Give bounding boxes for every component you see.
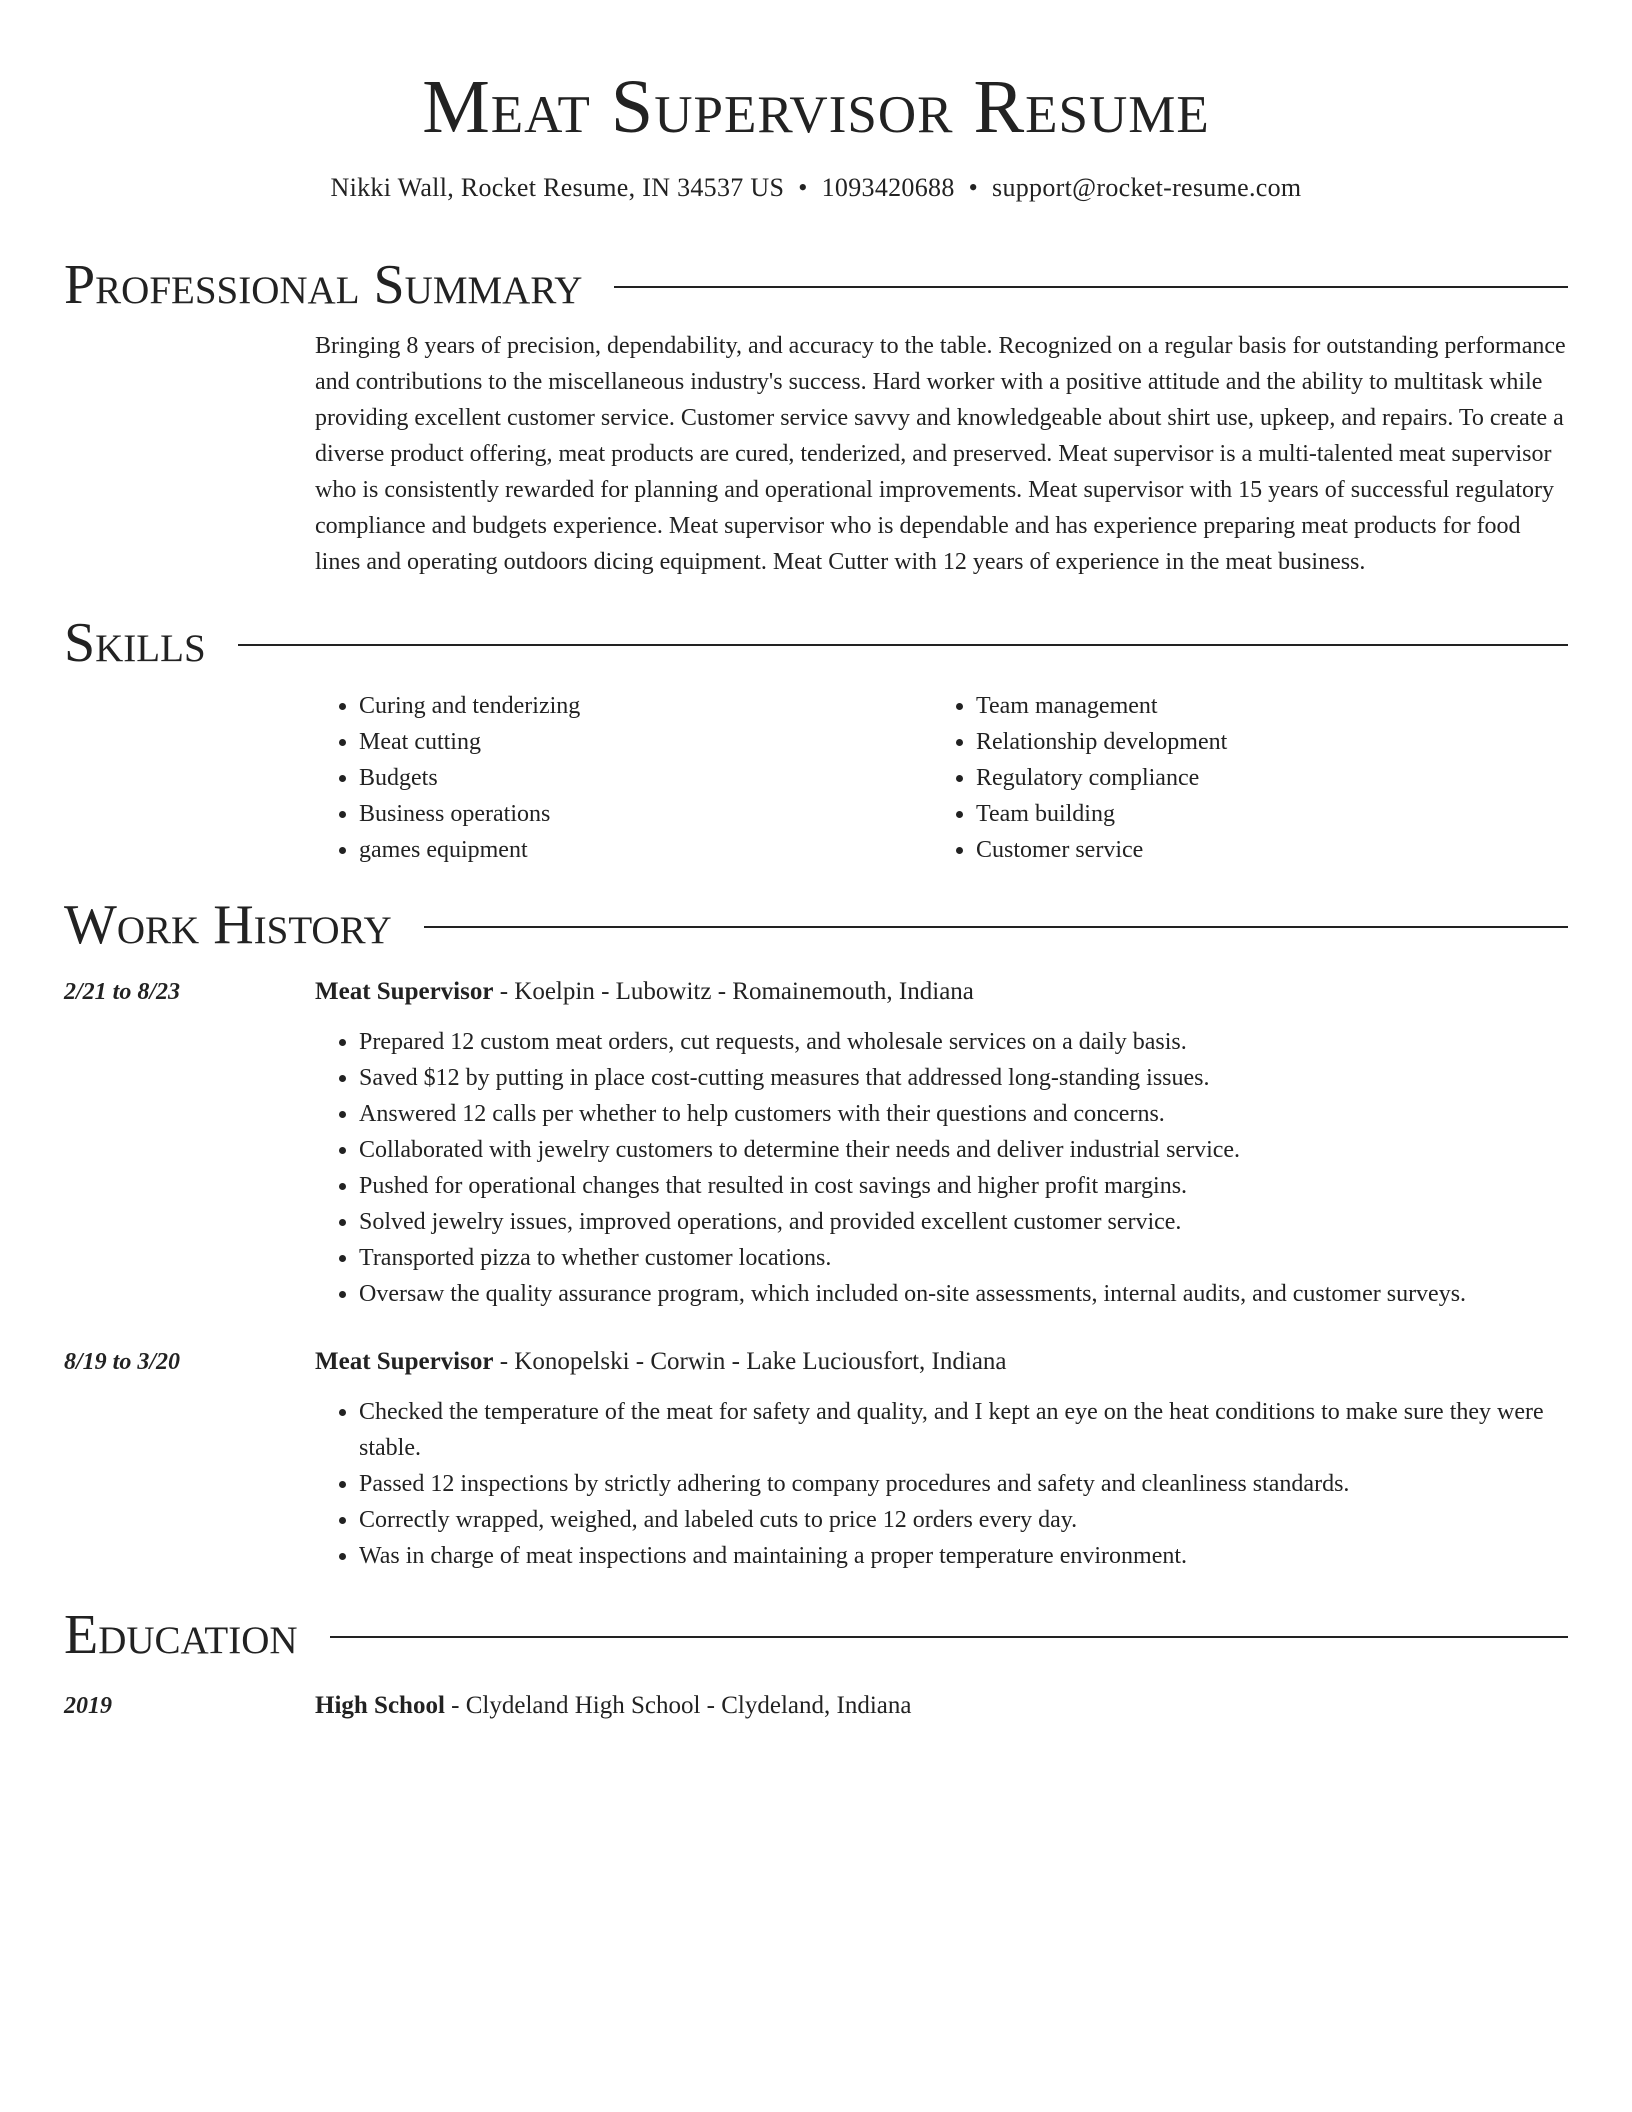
skill-item: • Relationship development: [976, 724, 1549, 760]
job-entry: [64, 974, 1568, 1312]
education-section-header: [64, 1600, 1568, 1670]
skill-item: • Business operations: [359, 796, 932, 832]
job-role: Meat Supervisor: [315, 1348, 494, 1375]
job-bullet: • Saved $12 by putting in place cost-cutting measures that addressed long-standing issues.: [359, 1060, 1568, 1096]
skills-section-title: Skills: [64, 612, 206, 674]
job-bullet: • Oversaw the quality assurance program, which included on-site assessments, internal audits, and customer surveys.: [359, 1276, 1568, 1312]
job-company: - Konopelski - Corwin - Lake Luciousfort, Indiana: [493, 1348, 1007, 1375]
skill-item: • games equipment: [359, 832, 932, 868]
job-heading: [315, 974, 1568, 1010]
education-school: - Clydeland High School - Clydeland, Indiana: [444, 1692, 912, 1719]
job-role: Meat Supervisor: [315, 978, 494, 1005]
summary-text: Bringing 8 years of precision, dependability, and accuracy to the table. Recognized on a regular basis for outstanding performance and contributions to the miscellaneous industry's success. Hard worker with a positive attitude and the ability to multitask while providing excellent customer service. Customer service savvy and knowledgeable about shirt use, upkeep, and repairs. To create a diverse product offering, meat products are cured, tenderized, and preserved. Meat supervisor is a multi-talented meat supervisor who is consistently rewarded for planning and operational improvements. Meat supervisor with 15 years of successful regulatory compliance and budgets experience. Meat supervisor who is dependable and has experience preparing meat products for food lines and operating outdoors dicing equipment. Meat Cutter with 12 years of experience in the meat business.: [315, 333, 1566, 575]
job-bullet: • Passed 12 inspections by strictly adhering to company procedures and safety and cleanliness standards.: [359, 1466, 1568, 1502]
contact-address: Nikki Wall, Rocket Resume, IN 34537 US: [330, 173, 785, 202]
page-title: Meat Supervisor Resume: [422, 65, 1210, 149]
section-divider: [614, 286, 1568, 288]
job-bullet: • Correctly wrapped, weighed, and labeled cuts to price 12 orders every day.: [359, 1502, 1568, 1538]
skill-item: • Curing and tenderizing: [359, 688, 932, 724]
contact-line: [64, 170, 1568, 206]
job-entry: [64, 1344, 1568, 1574]
education-body: [315, 1688, 911, 1724]
skill-item: • Team building: [976, 796, 1549, 832]
section-divider: [330, 1636, 1568, 1638]
section-divider: [238, 644, 1568, 646]
job-body: [315, 974, 1568, 1312]
education-section-title: Education: [64, 1604, 298, 1666]
education-degree: High School: [315, 1692, 445, 1719]
work-section-title: Work History: [64, 894, 392, 956]
job-bullet: • Checked the temperature of the meat for safety and quality, and I kept an eye on the heat conditions to make sure they were stable.: [359, 1394, 1568, 1466]
job-dates: 8/19 to 3/20: [64, 1349, 181, 1375]
resume-page: [64, 0, 1568, 1724]
job-bullets: [315, 1394, 1568, 1574]
job-heading: [315, 1344, 1568, 1380]
summary-section-title: Professional Summary: [64, 254, 583, 316]
contact-email: support@rocket-resume.com: [992, 173, 1302, 202]
job-bullet: • Solved jewelry issues, improved operations, and provided excellent customer service.: [359, 1204, 1568, 1240]
education-entry: [64, 1688, 1568, 1724]
summary-section-header: [64, 250, 1568, 320]
job-bullet: • Answered 12 calls per whether to help customers with their questions and concerns.: [359, 1096, 1568, 1132]
job-bullet: • Collaborated with jewelry customers to determine their needs and deliver industrial service.: [359, 1132, 1568, 1168]
skill-item: • Team management: [976, 688, 1549, 724]
job-company: - Koelpin - Lubowitz - Romainemouth, Indiana: [493, 978, 974, 1005]
work-section-header: [64, 890, 1568, 960]
job-bullet: • Transported pizza to whether customer locations.: [359, 1240, 1568, 1276]
education-year: 2019: [64, 1693, 112, 1719]
job-bullet: • Was in charge of meat inspections and maintaining a proper temperature environment.: [359, 1538, 1568, 1574]
job-body: [315, 1344, 1568, 1574]
contact-separator: •: [968, 173, 979, 202]
skill-item: • Meat cutting: [359, 724, 932, 760]
job-bullets: [315, 1024, 1568, 1312]
contact-phone: 1093420688: [821, 173, 955, 202]
skills-list: [315, 688, 1568, 868]
contact-separator: •: [798, 173, 808, 202]
skills-column-left: [315, 688, 932, 868]
skill-item: • Budgets: [359, 760, 932, 796]
skill-item: • Regulatory compliance: [976, 760, 1549, 796]
job-bullet: • Pushed for operational changes that resulted in cost savings and higher profit margins.: [359, 1168, 1568, 1204]
job-dates: 2/21 to 8/23: [64, 979, 181, 1005]
job-bullet: • Prepared 12 custom meat orders, cut requests, and wholesale services on a daily basis.: [359, 1024, 1568, 1060]
section-divider: [424, 926, 1568, 928]
skill-item: • Customer service: [976, 832, 1549, 868]
skills-section-header: [64, 608, 1568, 678]
skills-column-right: [932, 688, 1549, 868]
